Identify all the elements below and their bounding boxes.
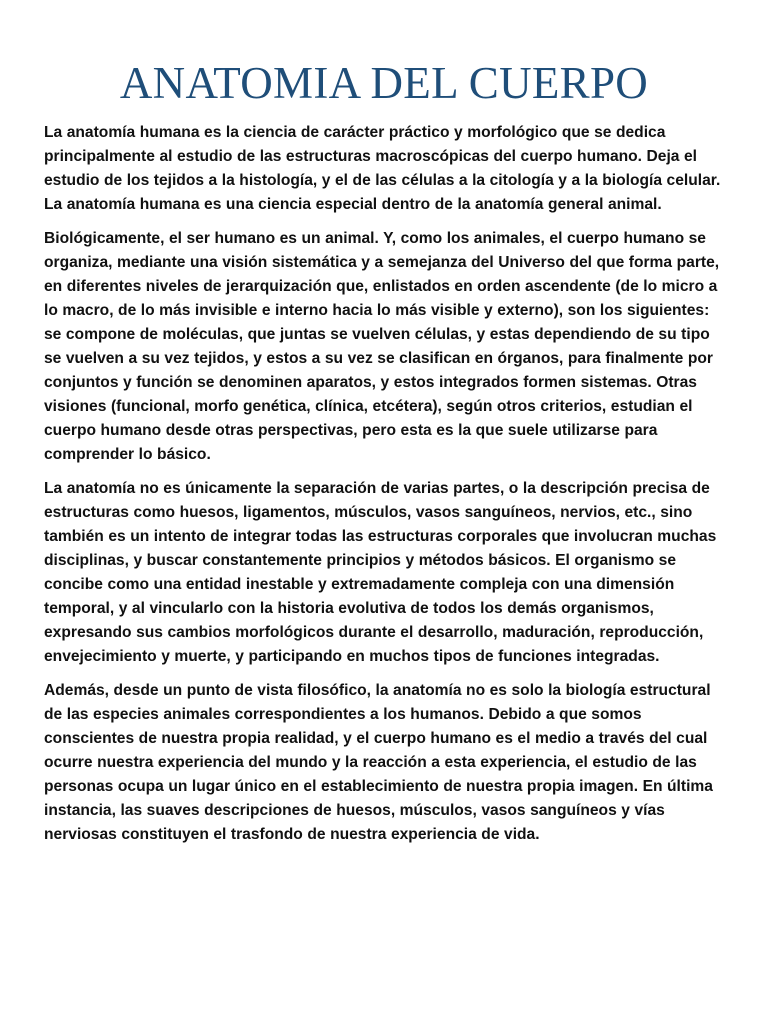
document-title: ANATOMIA DEL CUERPO [119, 58, 649, 108]
paragraph-2: Biológicamente, el ser humano es un animal. Y, como los animales, el cuerpo humano se organiza, mediante una visión sistemática y a semejanza del Universo del que forma parte, en diferentes niveles de jerarquización que, enlistados en orden ascendente (de lo micro a lo macro, de lo más invisible e interno hacia lo más visible y externo), son los siguientes: se compone de moléculas, que juntas se vuelven células, y estas dependiendo de su tipo se vuelven a su vez tejidos, y estos a su vez se clasifican en órganos, para finalmente por conjuntos y función se denominen aparatos, y estos integrados formen sistemas. Otras visiones (funcional, morfo genética, clínica, etcétera), según otros criterios, estudian el cuerpo humano desde otras perspectivas, pero esta es la que suele utilizarse para comprender lo básico. [44, 230, 720, 463]
document-body [44, 121, 728, 857]
paragraph-3: La anatomía no es únicamente la separación de varias partes, o la descripción precisa de estructuras como huesos, ligamentos, músculos, vasos sanguíneos, nervios, etc., sino también es un intento de integrar todas las estructuras corporales que involucran muchas disciplinas, y buscar constantemente principios y métodos básicos. El organismo se concibe como una entidad inestable y extremadamente compleja con una dimensión temporal, y al vincularlo con la historia evolutiva de todos los demás organismos, expresando sus cambios morfológicos durante el desarrollo, maduración, reproducción, envejecimiento y muerte, y participando en muchos tipos de funciones integradas. [44, 480, 717, 665]
paragraph-4: Además, desde un punto de vista filosófico, la anatomía no es solo la biología estructural de las especies animales correspondientes a los humanos. Debido a que somos conscientes de nuestra propia realidad, y el cuerpo humano es el medio a través del cual ocurre nuestra experiencia del mundo y la reacción a esta experiencia, el estudio de las personas ocupa un lugar único en el establecimiento de nuestra propia imagen. En última instancia, las suaves descripciones de huesos, músculos, vasos sanguíneos y vías nerviosas constituyen el trasfondo de nuestra experiencia de vida. [44, 682, 713, 843]
paragraph-1: La anatomía humana es la ciencia de carácter práctico y morfológico que se dedica principalmente al estudio de las estructuras macroscópicas del cuerpo humano. Deja el estudio de los tejidos a la histología, y el de las células a la citología y a la biología celular. La anatomía humana es una ciencia especial dentro de la anatomía general animal. [44, 124, 721, 213]
